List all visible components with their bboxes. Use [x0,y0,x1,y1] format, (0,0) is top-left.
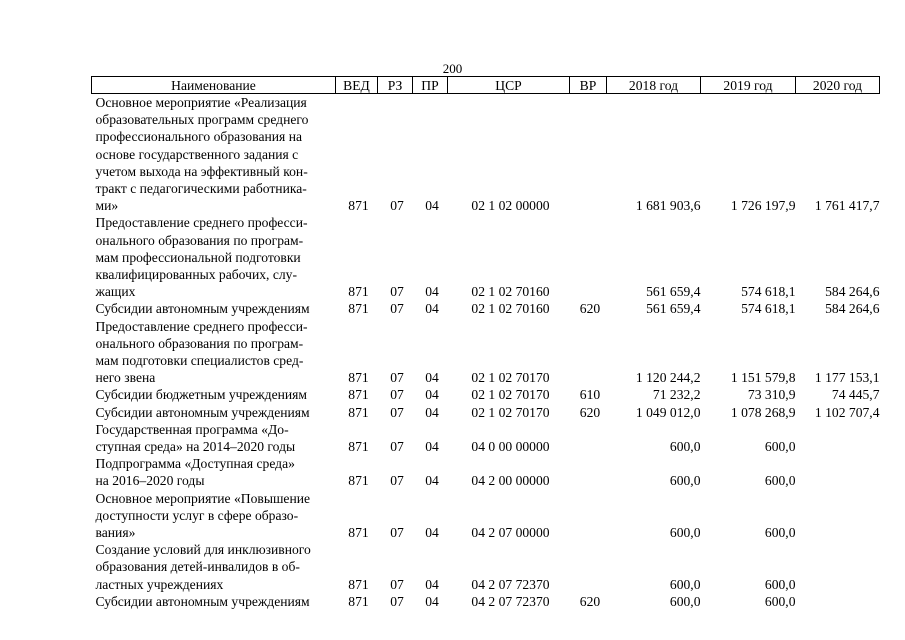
row-ved: 871 [348,301,369,317]
row-2018: 71 232,2 [652,387,701,403]
row-rz: 07 [390,525,404,541]
row-name [92,94,336,215]
row-ved: 871 [348,439,369,455]
row-2019: 1 078 268,9 [730,404,796,420]
row-rz: 07 [390,387,404,403]
header-2018: 2018 год [607,77,701,94]
row-2018: 600,0 [669,525,701,541]
row-ved: 871 [348,593,369,609]
row-pr: 04 [425,576,439,592]
row-2019: 574 618,1 [741,284,796,300]
row-rz: 07 [390,593,404,609]
header-vr: ВР [570,77,607,94]
row-name-text: Субсидии бюджетным учреждениям [95,387,308,403]
row-csr: 04 2 07 72370 [471,593,550,609]
row-name [92,421,336,455]
row-csr: 04 2 00 00000 [471,473,550,489]
row-csr: 04 2 07 72370 [471,576,550,592]
row-name [92,541,336,593]
row-vr [570,421,607,455]
row-2020: 1 177 153,1 [814,370,880,386]
row-ved: 871 [348,473,369,489]
row-rz: 07 [390,576,404,592]
row-vr: 620 [579,301,601,317]
row-vr [570,455,607,489]
row-2020 [796,455,880,489]
row-rz: 07 [390,404,404,420]
row-csr: 04 2 07 00000 [471,525,550,541]
row-name-text: Субсидии автономным учреждениям [95,593,310,609]
row-ved: 871 [348,370,369,386]
row-name-text: Субсидии автономным учреждениям [95,301,310,317]
row-csr: 02 1 02 70170 [471,370,550,386]
table-body [92,94,880,611]
row-ved: 871 [348,387,369,403]
row-pr: 04 [425,473,439,489]
row-rz: 07 [390,473,404,489]
row-2018: 600,0 [669,473,701,489]
header-rz: РЗ [378,77,413,94]
row-pr: 04 [425,284,439,300]
table-row [92,386,880,403]
header-2020: 2020 год [796,77,880,94]
row-2018: 600,0 [669,439,701,455]
row-name-text: Предоставление среднего професси- онального образования по програм- мам профессиональной подготовки квалифицированных рабочих, слу- жащих [95,215,308,300]
row-name-text: Основное мероприятие «Повышение доступности услуг в сфере образо- вания» [95,490,311,541]
page-number: 200 [442,61,463,76]
row-2019: 574 618,1 [741,301,796,317]
row-name [92,404,336,421]
row-name [92,300,336,317]
row-2020: 1 102 707,4 [814,404,880,420]
row-2018: 1 120 244,2 [635,370,701,386]
row-2020: 584 264,6 [825,301,880,317]
row-2019: 600,0 [764,473,796,489]
row-name [92,490,336,542]
row-csr: 02 1 02 70170 [471,404,550,420]
row-vr: 620 [579,593,601,609]
table-row [92,593,880,610]
header-ved: ВЕД [336,77,378,94]
row-vr: 620 [579,404,601,420]
row-pr: 04 [425,593,439,609]
row-2018: 600,0 [669,576,701,592]
row-pr: 04 [425,370,439,386]
row-pr: 04 [425,439,439,455]
row-2020 [796,421,880,455]
row-ved: 871 [348,525,369,541]
row-2020: 584 264,6 [825,284,880,300]
row-vr [570,490,607,542]
row-csr: 04 0 00 00000 [471,439,550,455]
row-2018: 561 659,4 [646,301,701,317]
row-2019: 600,0 [764,576,796,592]
row-csr: 02 1 02 70160 [471,301,550,317]
row-vr [570,94,607,215]
header-2019: 2019 год [701,77,796,94]
row-pr: 04 [425,525,439,541]
row-csr: 02 1 02 70170 [471,387,550,403]
table-row [92,300,880,317]
row-ved: 871 [348,284,369,300]
row-2019: 600,0 [764,593,796,609]
table-row [92,421,880,455]
table-row [92,490,880,542]
row-pr: 04 [425,404,439,420]
row-pr: 04 [425,198,439,214]
row-2020: 1 761 417,7 [814,198,880,214]
row-name [92,386,336,403]
row-2020 [796,593,880,610]
row-pr: 04 [425,387,439,403]
header-csr: ЦСР [448,77,570,94]
table-row [92,541,880,593]
row-vr [570,214,607,300]
row-2018: 1 681 903,6 [635,198,701,214]
header-name: Наименование [92,77,336,94]
table-header-row [92,77,880,94]
table-row [92,318,880,387]
row-name [92,455,336,489]
row-rz: 07 [390,439,404,455]
row-name-text: Государственная программа «До- ступная среда» на 2014–2020 годы [95,421,296,455]
row-name-text: Субсидии автономным учреждениям [95,404,310,420]
row-2020 [796,490,880,542]
row-name [92,593,336,610]
row-2019: 73 310,9 [747,387,796,403]
row-2018: 1 049 012,0 [635,404,701,420]
row-name-text: Подпрограмма «Доступная среда» на 2016–2020 годы [95,456,295,489]
row-rz: 07 [390,370,404,386]
table-row [92,404,880,421]
header-pr: ПР [413,77,448,94]
row-2018: 600,0 [669,593,701,609]
row-name [92,214,336,300]
row-rz: 07 [390,284,404,300]
row-ved: 871 [348,404,369,420]
row-name [92,318,336,387]
row-pr: 04 [425,301,439,317]
row-2019: 1 726 197,9 [730,198,796,214]
row-csr: 02 1 02 70160 [471,284,550,300]
row-vr [570,318,607,387]
row-rz: 07 [390,301,404,317]
row-name-text: Создание условий для инклюзивного образования детей-инвалидов в об- ластных учреждениях [95,542,311,592]
budget-table [91,76,880,610]
row-2020 [796,541,880,593]
row-2019: 600,0 [764,525,796,541]
row-ved: 871 [348,576,369,592]
row-name-text: Предоставление среднего професси- онального образования по програм- мам подготовки специалистов сред- него звена [95,318,308,386]
row-rz: 07 [390,198,404,214]
row-name-text: Основное мероприятие «Реализация образовательных программ среднего профессионального образования на основe государственного задания с учетом выхода на эффективный кон- тракт с педагогическими работника- ми» [95,95,309,214]
row-ved: 871 [348,198,369,214]
row-2018: 561 659,4 [646,284,701,300]
row-2019: 600,0 [764,439,796,455]
row-2019: 1 151 579,8 [730,370,796,386]
table-row [92,455,880,489]
row-csr: 02 1 02 00000 [471,198,550,214]
row-vr: 610 [579,387,601,403]
table-row [92,94,880,215]
row-2020: 74 445,7 [831,387,880,403]
table-row [92,214,880,300]
row-vr [570,541,607,593]
